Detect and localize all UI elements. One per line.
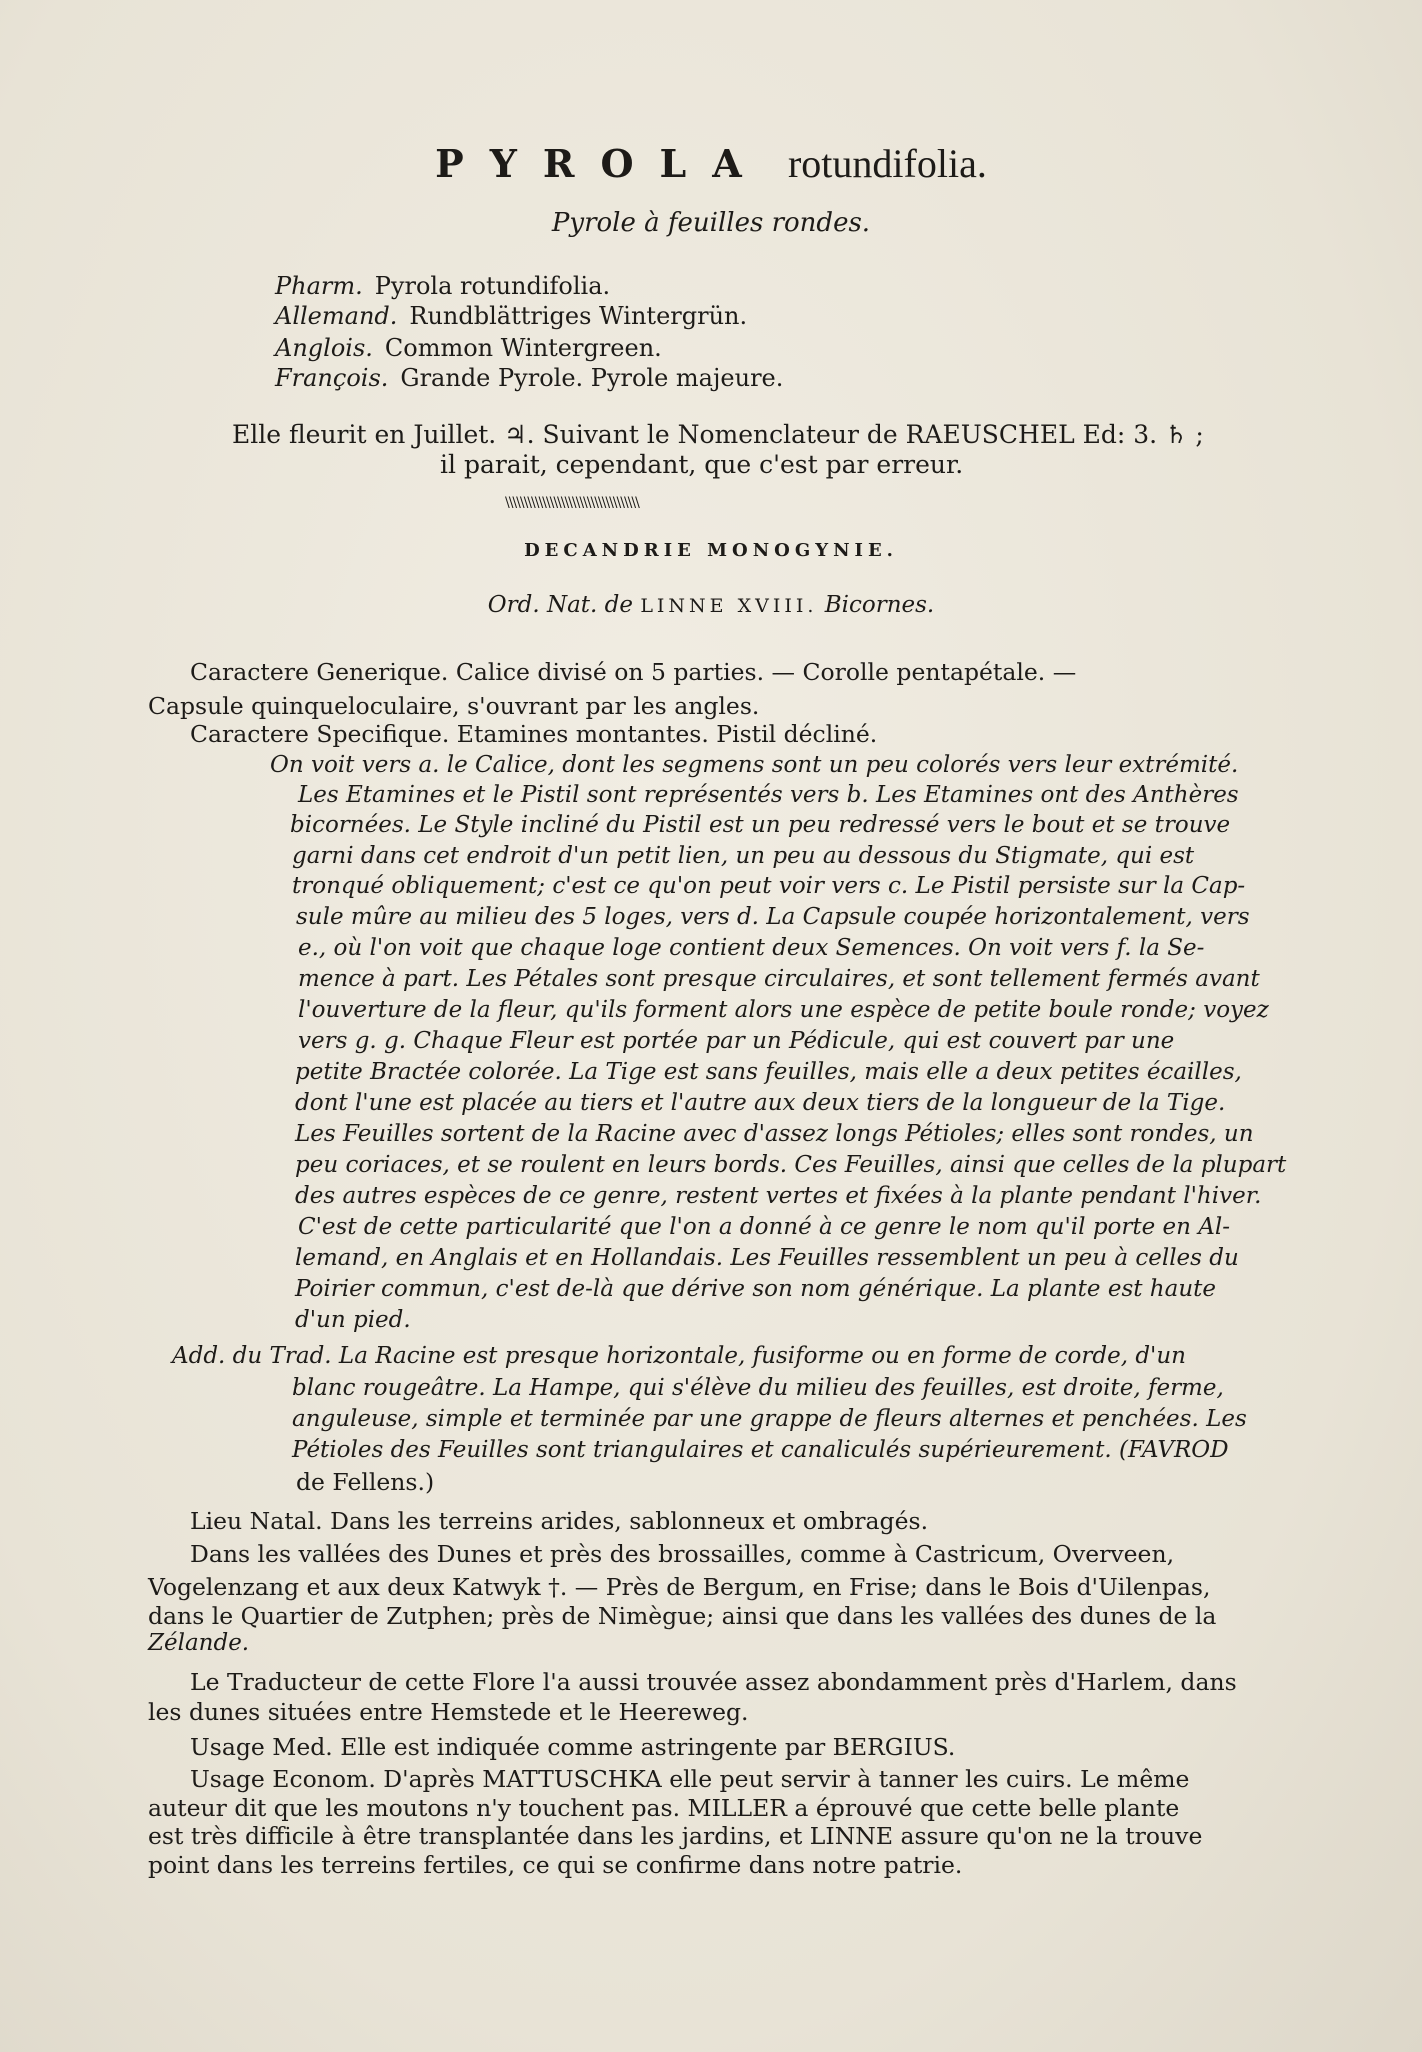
text-line: Caractere Generique. Calice divisé on 5 parties. — Corolle pentapétale. —: [190, 658, 1077, 686]
synonym-language: François.: [275, 364, 389, 392]
text-line: Pétioles des Feuilles sont triangulaires et canaliculés supérieurement. (FAVROD: [292, 1437, 1229, 1463]
text-line: lemand, en Anglais et en Hollandais. Les Feuilles ressemblent un peu à celles du: [295, 1245, 1239, 1271]
text-line: Vogelenzang et aux deux Katwyk †. — Près de Bergum, en Frise; dans le Bois d'Uilenpas,: [148, 1573, 1211, 1601]
text-line: C'est de cette particularité que l'on a donné à ce genre le nom qu'il porte en Al-: [298, 1214, 1231, 1240]
text-line: Poirier commun, c'est de-là que dérive son nom générique. La plante est haute: [295, 1276, 1216, 1302]
text-line: On voit vers a. le Calice, dont les segmens sont un peu colorés vers leur extrémité.: [270, 752, 1239, 778]
flowering-line-1: Elle fleurit en Juillet. ♃. Suivant le Nomenclateur de RAEUSCHEL Ed: 3. ♄ ;: [232, 420, 1204, 449]
order-de: de: [604, 592, 633, 618]
text-line: Usage Med. Elle est indiquée comme astringente par BERGIUS.: [190, 1733, 956, 1761]
text-line: anguleuse, simple et terminée par une grappe de fleurs alternes et penchées. Les: [292, 1406, 1247, 1432]
text-line: Lieu Natal. Dans les terreins arides, sablonneux et ombragés.: [190, 1507, 929, 1535]
text-line: des autres espèces de ce genre, restent vertes et fixées à la plante pendant l'hiver.: [295, 1183, 1262, 1209]
order-prefix: Ord. Nat.: [487, 592, 598, 618]
text-line: est très difficile à être transplantée dans les jardins, et LINNE assure qu'on ne la trouve: [148, 1822, 1203, 1850]
synonym-name: Pyrola rotundifolia.: [374, 272, 611, 300]
text-line: Usage Econom. D'après MATTUSCHKA elle peut servir à tanner les cuirs. Le même: [190, 1765, 1190, 1793]
text-line: Zélande.: [148, 1630, 250, 1656]
text-line: les dunes situées entre Hemstede et le Heereweg.: [148, 1698, 749, 1726]
synonym-language: Pharm.: [275, 272, 363, 300]
text-line: petite Bractée colorée. La Tige est sans feuilles, mais elle a deux petites écailles,: [295, 1059, 1242, 1085]
page-subtitle: Pyrole à feuilles rondes.: [551, 208, 871, 238]
order-linne: LINNE XVIII.: [640, 595, 818, 617]
text-line: mence à part. Les Pétales sont presque circulaires, et sont tellement fermés avant: [298, 966, 1260, 992]
synonym-language: Anglois.: [275, 334, 373, 362]
text-line: auteur dit que les moutons n'y touchent pas. MILLER a éprouvé que cette belle plante: [148, 1794, 1180, 1822]
text-line: garni dans cet endroit d'un petit lien, un peu au dessous du Stigmate, qui est: [292, 843, 1195, 869]
synonym-line: [275, 272, 610, 300]
text-line: bicornées. Le Style incliné du Pistil est un peu redressé vers le bout et se trouve: [290, 812, 1231, 838]
synonym-name: Rundblättriges Wintergrün.: [409, 302, 748, 330]
page-title: [0, 140, 1422, 187]
text-line: dont l'une est placée au tiers et l'autre aux deux tiers de la longueur de la Tige.: [295, 1090, 1226, 1116]
text-line: blanc rougeâtre. La Hampe, qui s'élève du milieu des feuilles, est droite, ferme,: [292, 1375, 1224, 1401]
text-line: sule mûre au milieu des 5 loges, vers d. La Capsule coupée horizontalement, vers: [296, 904, 1250, 930]
natural-order-line: [0, 592, 1422, 618]
synonym-line: [275, 364, 783, 392]
text-line: d'un pied.: [295, 1307, 411, 1333]
text-line: Dans les vallées des Dunes et près des brossailles, comme à Castricum, Overveen,: [190, 1540, 1175, 1568]
text-line: l'ouverture de la fleur, qu'ils forment alors une espèce de petite boule ronde; voyez: [298, 997, 1269, 1023]
text-line: Add. du Trad. La Racine est presque horizontale, fusiforme ou en forme de corde, d'un: [172, 1343, 1186, 1369]
flowering-line-2: il parait, cependant, que c'est par erreur.: [440, 450, 964, 479]
text-line: tronqué obliquement; c'est ce qu'on peut voir vers c. Le Pistil persiste sur la Cap-: [292, 873, 1246, 899]
text-line: Les Feuilles sortent de la Racine avec d'assez longs Pétioles; elles sont rondes, un: [295, 1121, 1254, 1147]
text-line: e., où l'on voit que chaque loge contient deux Semences. On voit vers f. la Se-: [298, 935, 1205, 961]
genus-name: PYROLA: [435, 141, 768, 186]
text-line: Le Traducteur de cette Flore l'a aussi trouvée assez abondamment près d'Harlem, dans: [190, 1668, 1237, 1696]
text-line: point dans les terreins fertiles, ce qui se confirme dans notre patrie.: [148, 1851, 963, 1879]
text-line: Les Etamines et le Pistil sont représentés vers b. Les Etamines ont des Anthères: [298, 782, 1239, 808]
synonym-language: Allemand.: [275, 302, 398, 330]
text-line: vers g. g. Chaque Fleur est portée par un Pédicule, qui est couvert par une: [298, 1028, 1175, 1054]
species-name: rotundifolia.: [787, 141, 987, 186]
linnaean-class: DECANDRIE MONOGYNIE.: [524, 540, 898, 561]
synonym-line: [275, 334, 662, 362]
ornament-rule: \\\\\\\\\\\\\\\\\\\\\\\\\\\\\\\\\\\\: [505, 495, 639, 509]
text-line: Capsule quinqueloculaire, s'ouvrant par les angles.: [148, 692, 760, 720]
synonym-line: [275, 302, 747, 330]
text-line: dans le Quartier de Zutphen; près de Nimègue; ainsi que dans les vallées des dunes de la: [148, 1602, 1217, 1630]
text-line: peu coriaces, et se roulent en leurs bords. Ces Feuilles, ainsi que celles de la plupart: [295, 1152, 1287, 1178]
text-line: de Fellens.): [296, 1468, 435, 1496]
synonym-name: Common Wintergreen.: [384, 334, 662, 362]
order-group: Bicornes.: [824, 592, 935, 618]
synonym-name: Grande Pyrole. Pyrole majeure.: [400, 364, 784, 392]
text-line: Caractere Specifique. Etamines montantes. Pistil décliné.: [190, 720, 878, 748]
